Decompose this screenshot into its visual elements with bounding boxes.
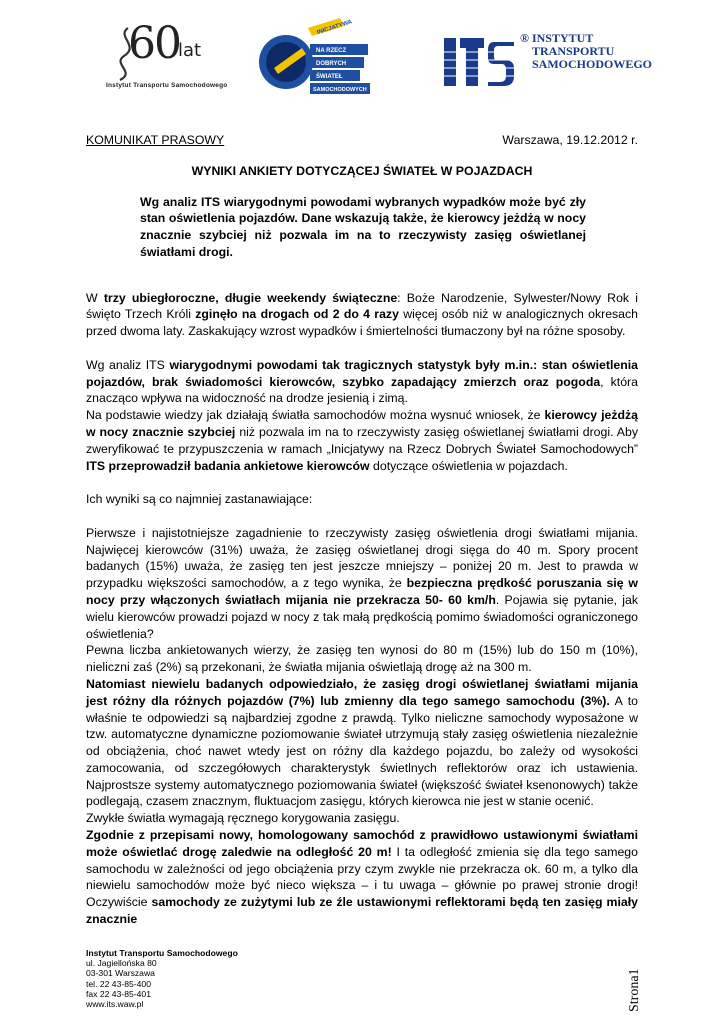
- footer-institute-name: Instytut Transportu Samochodowego: [86, 948, 238, 958]
- headlight-icon: [258, 18, 380, 98]
- logo-bar: [0, 18, 724, 98]
- footer-city: 03-301 Warszawa: [86, 968, 155, 979]
- document-title: WYNIKI ANKIETY DOTYCZĄCEJ ŚWIATEŁ W POJAZDACH: [191, 163, 533, 178]
- place-date: Warszawa, 19.12.2012 r.: [502, 133, 638, 147]
- mid-line-4: SAMOCHODOWYCH: [313, 87, 367, 93]
- paragraph-5: Pierwsze i najistotniejsze zagadnienie to rzeczywisty zasięg oświetlenia drogi światłami mijania. Najwięcej kierowców (31%) uważa, że zasięg oświetlanej drogi sięga do 40 m. Spory procent badanych (15%) uważa, że zasięg ten jest jeszcze mniejszy – poniżej 20 m. Jest to prawda w przypadku większości samochodów, a z tego wynika, że bezpieczna prędkość poruszania się w nocy przy włączonych światłach mijania nie przekracza 50- 60 km/h. Pojawia się pytanie, jak wielu kierowców prowadzi pojazd w nocy z tak małą prędkością pomimo świadomości ograniczonego oświetlenia?: [86, 525, 638, 641]
- footer-address: [86, 948, 238, 1009]
- its-name-line-2: TRANSPORTU: [532, 44, 615, 58]
- paragraph-4: Ich wyniki są co najmniej zastanawiające:: [86, 492, 313, 507]
- footer-website[interactable]: www.its.waw.pl: [86, 999, 144, 1010]
- press-header: [86, 132, 638, 149]
- logo-60-suffix: lat: [178, 40, 202, 61]
- logo-60-lat: [106, 18, 228, 94]
- its-reg-mark: ®: [520, 31, 529, 45]
- footer-phone: tel. 22 43-85-400: [86, 978, 151, 989]
- its-name-line-3: SAMOCHODOWEGO: [532, 57, 653, 71]
- paragraph-7: Natomiast niewielu badanych odpowiedziało, że zasięg drogi oświetlanej światłami mijania jest różny dla różnych pojazdów (7%) lub zmienny dla tego samego samochodu (3%). A to właśnie te odpowiedzi są najbardziej zgodne z prawdą. Tylko nieliczne samochody wyposażone w tzw. automatyczne dynamiczne poziomowanie świateł utrzymują stały zasięg oświetlenia niezależnie od obciążenia, choć nawet wtedy jest on różny dla każdego pojazdu, bo zależy od wysokości zamocowania, od szczegółowych charakterystyk świetlnych reflektorów oraz ich ustawienia. Najprostsze systemy automatycznego poziomowania świateł (większość świateł ksenonowych) także podlegają, czasem znacznym, fluktuacjom zasięgu, których kierowca nie jest w stanie ocenić.: [86, 676, 638, 809]
- press-release-label: KOMUNIKAT PRASOWY: [86, 133, 225, 147]
- paragraph-1: W trzy ubiegłoroczne, długie weekendy świąteczne: Boże Narodzenie, Sylwester/Nowy Rok i święto Trzech Króli zginęło na drogach od 2 do 4 razy więcej osób niż w analogicznych okresach przed dwoma laty. Zaskakujący wzrost wypadków i śmiertelności tłumaczony był na różne sposoby.: [86, 290, 639, 339]
- mid-line-1: NA RZECZ: [316, 48, 347, 54]
- logo-inicjatywa: [258, 18, 380, 98]
- mid-line-2: DOBRYCH: [316, 61, 347, 67]
- footer-fax: fax 22 43-85-401: [86, 988, 151, 999]
- its-name: [520, 32, 652, 71]
- page-number: Strona1: [627, 968, 642, 1012]
- its-emblem-icon: [442, 32, 516, 92]
- lead-paragraph: Wg analiz ITS wiarygodnymi powodami wybranych wypadków może być zły stan oświetlenia pojazdów. Dane wskazują także, że kierowcy jeżdżą w nocy znacznie szybciej niż pozwala im na to rzeczywisty zasięg oświetlanej światłami drogi.: [140, 194, 586, 259]
- logo-60-caption: Instytut Transportu Samochodowego: [106, 82, 228, 89]
- mid-line-0: INICJATYWA: [316, 19, 354, 37]
- mid-line-3: ŚWIATEŁ: [316, 74, 343, 80]
- document-body: [86, 132, 638, 928]
- its-name-line-1: INSTYTUT: [531, 31, 594, 45]
- paragraph-8: Zwykłe światła wymagają ręcznego korygowania zasięgu.: [86, 811, 400, 826]
- paragraph-6: Pewna liczba ankietowanych wierzy, że zasięg ten wynosi do 80 m (15%) lub do 150 m (10%), nieliczni zaś (2%) są przekonani, że światła mijania oświetlają drogę aż na 300 m.: [86, 643, 638, 675]
- logo-its: [442, 31, 653, 92]
- footer-street: ul. Jagiellońska 80: [86, 958, 157, 969]
- paragraph-3: Na podstawie wiedzy jak działają światła samochodów można wysnuć wniosek, że kierowcy jeżdżą w nocy znacznie szybciej niż pozwala im na to rzeczywisty zasięg oświetlanej światłami drogi. Aby zweryfikować te przypuszczenia w ramach „Inicjatywy na Rzecz Dobrych Świateł Samochodowych” ITS przeprowadził badania ankietowe kierowców dotyczące oświetlenia w pojazdach.: [86, 408, 638, 473]
- logo-60-number: 60: [128, 18, 180, 69]
- paragraph-9: Zgodnie z przepisami nowy, homologowany samochód z prawidłowo ustawionymi światłami może oświetlać drogę zaledwie na odległość 20 m! I ta odległość zmienia się dla tego samego samochodu w zależności od jego obciążenia przy czym zwykle nie przekracza ok. 60 m, a tylko dla niewielu samochodów może być nieco większa – i tu uwaga – głównie po prawej stronie drogi! Oczywiście samochody ze zużytymi lub ze źle ustawionymi reflektorami będą ten zasięg miały znacznie: [86, 828, 638, 927]
- paragraph-2: Wg analiz ITS wiarygodnymi powodami tak tragicznych statystyk były m.in.: stan oświetlenia pojazdów, brak świadomości kierowców, szybko zapadający zmierzch oraz pogoda, która znacząco wpływa na widoczność na drodze jesienią i zimą.: [86, 357, 638, 406]
